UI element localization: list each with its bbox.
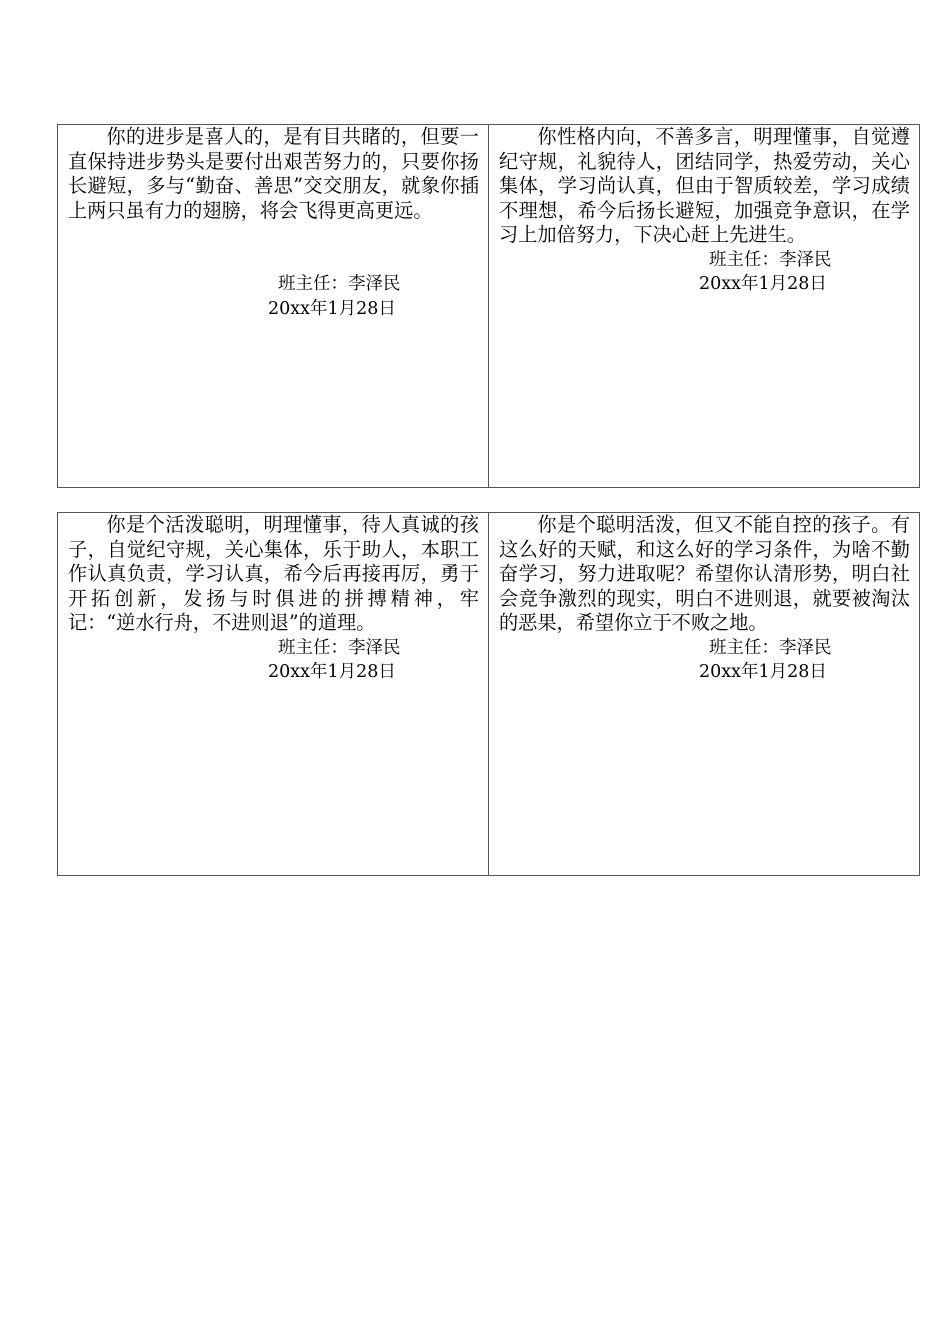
comment-date: 20xx年1月28日 [268, 298, 396, 319]
comment-card-2 [489, 125, 920, 488]
comment-card-3 [58, 513, 489, 876]
comment-card-4 [489, 513, 920, 876]
comment-date: 20xx年1月28日 [268, 662, 396, 682]
comment-table-bottom [57, 512, 920, 876]
comment-text: 你性格内向，不善多言，明理懂事，自觉遵纪守规，礼貌待人，团结同学，热爱劳动，关心集体，学习尚认真，但由于智质较差，学习成绩不理想，希今后扬长避短，加强竞争意识，在学习上加倍努力，下决心赶上先进生。 [499, 125, 910, 246]
comment-text: 你的进步是喜人的，是有目共睹的，但要一直保持进步势头是要付出艰苦努力的，只要你扬长避短，多与“勤奋、善思”交交朋友，就象你插上两只虽有力的翅膀，将会飞得更高更远。 [68, 125, 479, 222]
comment-date: 20xx年1月28日 [699, 662, 827, 682]
comment-table-top [57, 124, 920, 488]
comment-card-1 [58, 125, 489, 488]
comment-text: 你是个聪明活泼，但又不能自控的孩子。有这么好的天赋，和这么好的学习条件，为啥不勤奋学习，努力进取呢？希望你认清形势，明白社会竞争激烈的现实，明白不进则退，就要被淘汰的恶果，希望你立于不败之地。 [499, 513, 910, 634]
teacher-signature: 班主任：李泽民 [278, 274, 401, 294]
teacher-signature: 班主任：李泽民 [278, 637, 401, 658]
teacher-signature: 班主任：李泽民 [709, 637, 832, 658]
comment-date: 20xx年1月28日 [699, 274, 827, 294]
teacher-signature: 班主任：李泽民 [709, 249, 832, 270]
comment-text: 你是个活泼聪明，明理懂事，待人真诚的孩子，自觉纪守规，关心集体，乐于助人，本职工作认真负责，学习认真，希今后再接再厉，勇于开拓创新，发扬与时俱进的拼搏精神，牢记：“逆水行舟，不进则退”的道理。 [68, 513, 479, 634]
